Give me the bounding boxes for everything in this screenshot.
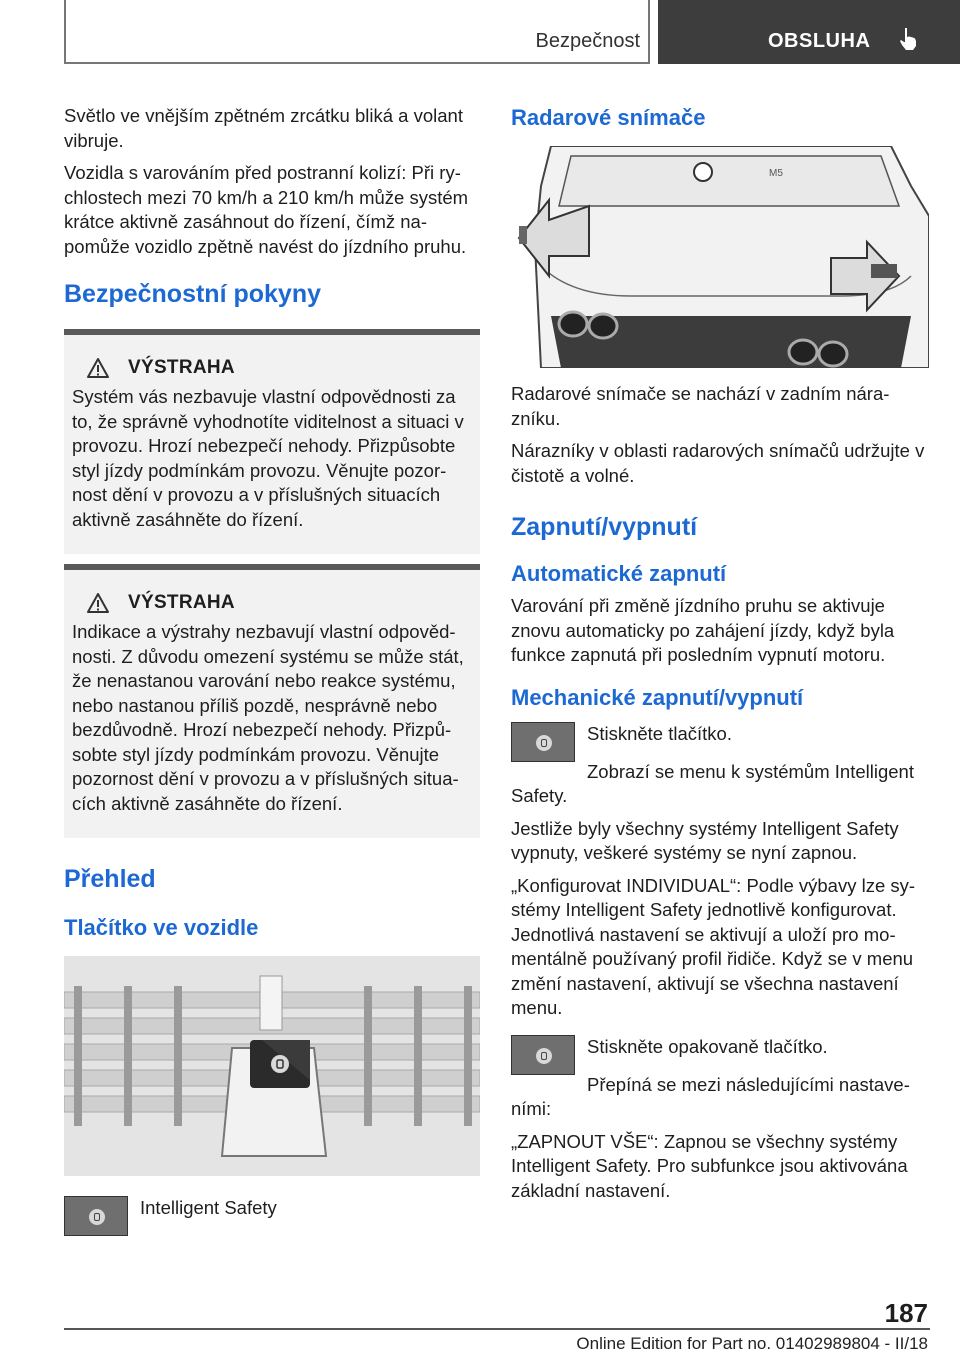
- overview-heading: Přehled: [64, 865, 156, 893]
- automatic-on-heading: Automatické zapnutí: [511, 561, 727, 586]
- dashboard-button-illustration: [64, 956, 480, 1176]
- footer-rule: [64, 1328, 930, 1330]
- button-caption-row: [64, 1196, 480, 1236]
- intelligent-safety-button-icon: [511, 1035, 575, 1075]
- radar-paragraph-2: Nárazníky v oblasti radarových snímačů udržujte v čistotě a volné.: [511, 440, 925, 486]
- header-section-title: Bezpečnost: [535, 30, 640, 52]
- intro-paragraph-2: Vozidla s varováním před postranní kolizí: Při rychlostech mezi 70 km/h a 210 km/h může systém krátce aktivně zasáhnout do řízení, čímž napomůže vozidlo zpětně navést do jízdního pruhu.: [64, 162, 469, 257]
- mechanical-paragraph-1: Jestliže byly všechny systémy Intelligent Safety vypnuty, veškeré systémy se nyní zapnou.: [511, 817, 899, 863]
- car-rear-graphic: [511, 146, 929, 368]
- step-2-instruction: Stiskněte opakovaně tlačítko.: [587, 1035, 828, 1057]
- header-rule-left: [64, 0, 66, 64]
- warning-title: VÝSTRAHA: [128, 357, 235, 378]
- button-caption: Intelligent Safety: [140, 1197, 277, 1218]
- footer-edition: Online Edition for Part no. 01402989804 - II/18: [576, 1334, 928, 1353]
- mechanical-paragraph-2: „Konfigurovat INDIVIDUAL“: Podle výbavy lze systémy Intelligent Safety jednotlivě konfigurovat. Jednotlivá nastavení se aktivují a uloží pro momentálně používaný profil řidiče. Když se v menu změní nastavení, aktivují se všechna nastavení menu.: [511, 874, 916, 1018]
- step-2-row: [511, 1035, 929, 1075]
- warning-triangle-icon: [86, 592, 110, 614]
- step-1-row: [511, 722, 929, 762]
- dashboard-grille-graphic: [64, 956, 480, 1176]
- warning-box-2: [64, 564, 480, 838]
- warning-triangle-icon: [86, 357, 110, 379]
- automatic-on-paragraph: Varování při změně jízdního pruhu se aktivuje znovu automaticky po zahájení jízdy, když byla funkce zapnutá při posledním vypnutí motoru.: [511, 595, 895, 665]
- header-chapter-tab: [658, 0, 960, 64]
- radar-paragraph-1: Radarové snímače se nachází v zadním nárazníku.: [511, 383, 890, 429]
- button-in-vehicle-heading: Tlačítko ve vozidle: [64, 915, 259, 940]
- step-2-result: Přepíná se mezi následujícími nastaveními:: [511, 1073, 910, 1119]
- step-1-result: Zobrazí se menu k systémům Intelligent Safety.: [511, 760, 914, 806]
- mechanical-paragraph-3: „ZAPNOUT VŠE“: Zapnou se všechny systémy Intelligent Safety. Pro subfunkce jsou aktivována základní nastavení.: [511, 1130, 908, 1201]
- step-1-instruction: Stiskněte tlačítko.: [587, 722, 732, 744]
- warning-text: Indikace a výstrahy nezbavují vlastní odpovědnosti. Z důvodu omezení systému se může stát, že nenastanou varování nebo reakce systému, nebo nastanou příliš pozdě, nesprávně nebo bezdůvodně. Hrozí nebezpečí nehody. Přizpůsobte styl jízdy podmínkám provozu. Věnujte pozornost dění v provozu a v příslušných situacích aktivně zasáhněte do řízení.: [72, 621, 464, 814]
- warning-box-1: [64, 329, 480, 554]
- header-chapter-label: OBSLUHA: [768, 30, 871, 52]
- intelligent-safety-button-icon: [64, 1196, 128, 1236]
- safety-instructions-heading: Bezpečnostní pokyny: [64, 280, 321, 308]
- on-off-heading: Zapnutí/vypnutí: [511, 513, 698, 541]
- intelligent-safety-button-icon: [511, 722, 575, 762]
- pointing-hand-icon: [896, 26, 922, 52]
- right-column: [511, 104, 929, 1211]
- header-rule-right: [648, 0, 650, 64]
- warning-title: VÝSTRAHA: [128, 592, 235, 613]
- radar-sensors-heading: Radarové snímače: [511, 105, 706, 130]
- svg-text:M5: M5: [769, 168, 783, 179]
- header-rule-bottom: [64, 62, 650, 64]
- left-column: [64, 104, 480, 1236]
- page-number: 187: [884, 1298, 928, 1328]
- intro-paragraph-1: Světlo ve vnějším zpětném zrcátku bliká a volant vibruje.: [64, 105, 463, 151]
- rear-bumper-radar-illustration: [511, 146, 929, 368]
- warning-text: Systém vás nezbavuje vlastní odpovědnosti za to, že správně vyhodnotíte viditelnost a situaci v provozu. Hrozí nebezpečí nehody. Přizpůsobte styl jízdy podmínkám provozu. Věnujte pozornost dění v provozu a v příslušných situacích aktivně zasáhněte do řízení.: [72, 386, 464, 530]
- mechanical-on-off-heading: Mechanické zapnutí/vypnutí: [511, 684, 804, 710]
